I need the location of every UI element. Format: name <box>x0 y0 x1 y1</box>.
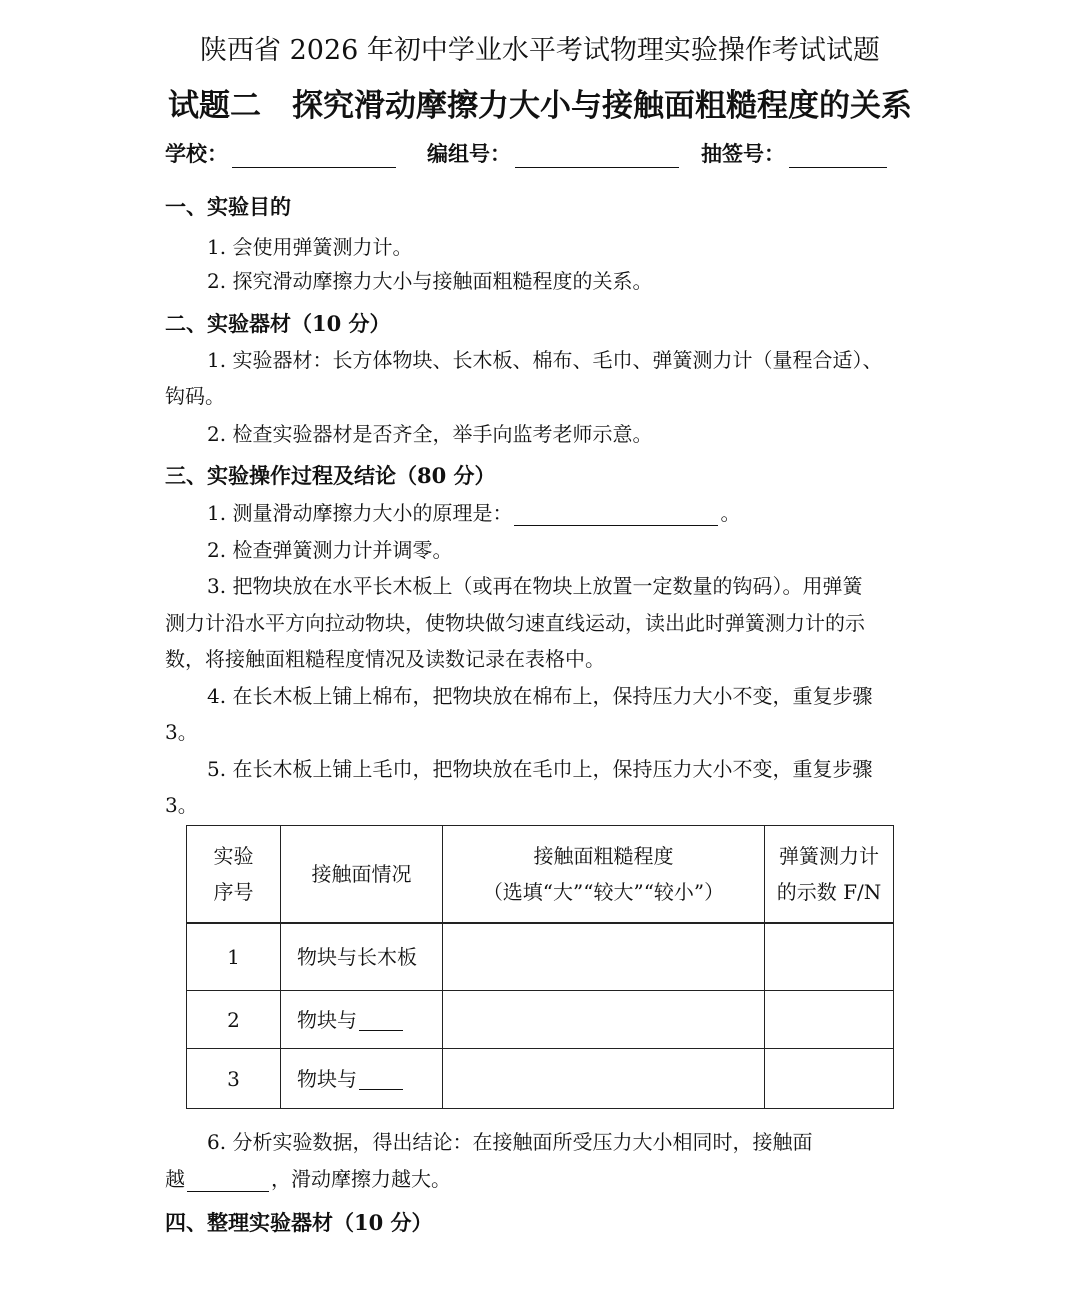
section3-item6-line2 <box>165 1163 451 1192</box>
lot-field <box>701 138 887 168</box>
section4-heading: 四、整理实验器材（10 分） <box>165 1210 433 1235</box>
section1-heading: 一、实验目的 <box>165 194 291 219</box>
section3-item3-line1: 3. 把物块放在水平长木板上（或再在物块上放置一定数量的钩码）。用弹簧 <box>207 574 863 598</box>
row1-roughness-cell[interactable] <box>443 924 764 990</box>
conclusion-blank[interactable] <box>187 1169 269 1192</box>
principle-blank[interactable] <box>514 503 718 526</box>
section3-item3-line3: 数，将接触面粗糙程度情况及读数记录在表格中。 <box>165 647 605 671</box>
row1-surface: 物块与长木板 <box>297 945 417 969</box>
row2-surface-blank[interactable] <box>359 1008 403 1031</box>
section3-item1-suffix: 。 <box>720 501 741 525</box>
header-roughness-line1: 接触面粗糙程度 <box>533 844 674 868</box>
group-label: 编组号： <box>427 141 511 166</box>
row1-no: 1 <box>227 945 240 969</box>
row2-roughness-cell[interactable] <box>443 991 764 1048</box>
header-reading <box>765 826 893 922</box>
header-reading-line2: 的示数 F/N <box>776 880 882 904</box>
row3-roughness-cell[interactable] <box>443 1049 764 1108</box>
section3-item5-line2: 3。 <box>165 793 198 817</box>
group-field <box>427 138 679 168</box>
row2-surface-label: 物块与 <box>297 1007 357 1032</box>
section2-heading: 二、实验器材（10 分） <box>165 311 391 336</box>
lot-label: 抽签号： <box>701 141 785 166</box>
row3-surface-blank[interactable] <box>359 1067 403 1090</box>
row3-surface <box>281 1049 442 1108</box>
row3-surface-label: 物块与 <box>297 1066 357 1091</box>
section3-item4-line1: 4. 在长木板上铺上棉布，把物块放在棉布上，保持压力大小不变，重复步骤 <box>207 684 873 708</box>
section3-item5-line1: 5. 在长木板上铺上毛巾，把物块放在毛巾上，保持压力大小不变，重复步骤 <box>207 757 873 781</box>
section1-item1: 1. 会使用弹簧测力计。 <box>207 235 413 259</box>
section2-item2: 2. 检查实验器材是否齐全，举手向监考老师示意。 <box>207 422 653 446</box>
row2-reading-cell[interactable] <box>765 991 893 1048</box>
data-table <box>186 825 894 1109</box>
section3-item6-prefix: 越 <box>165 1167 185 1191</box>
section1-item2: 2. 探究滑动摩擦力大小与接触面粗糙程度的关系。 <box>207 269 653 293</box>
section3-item1-prefix: 1. 测量滑动摩擦力大小的原理是： <box>207 501 513 525</box>
row2-no: 2 <box>227 1007 240 1032</box>
lot-blank[interactable] <box>789 143 887 168</box>
section3-item6-suffix: ，滑动摩擦力越大。 <box>271 1167 451 1191</box>
section2-item1-line2: 钩码。 <box>165 384 225 408</box>
header-reading-line1: 弹簧测力计 <box>779 844 879 868</box>
section3-item1 <box>207 497 740 526</box>
row3-reading-cell[interactable] <box>765 1049 893 1108</box>
header-serial-line1: 实验 <box>213 844 254 868</box>
school-field <box>165 138 396 168</box>
row2-surface <box>281 991 442 1048</box>
section3-item4-line2: 3。 <box>165 720 198 744</box>
school-label: 学校： <box>165 141 228 166</box>
exam-title: 陕西省 2026 年初中学业水平考试物理实验操作考试试题 <box>200 35 880 66</box>
section3-item3-line2: 测力计沿水平方向拉动物块，使物块做匀速直线运动，读出此时弹簧测力计的示 <box>165 611 865 635</box>
question-title: 试题二 探究滑动摩擦力大小与接触面粗糙程度的关系 <box>168 88 912 124</box>
header-surface: 接触面情况 <box>311 862 412 886</box>
section3-item2: 2. 检查弹簧测力计并调零。 <box>207 538 453 562</box>
row1-reading-cell[interactable] <box>765 924 893 990</box>
header-roughness-line2: （选填“大”“较大”“较小”） <box>482 880 725 904</box>
section3-item6-line1: 6. 分析实验数据，得出结论：在接触面所受压力大小相同时，接触面 <box>207 1130 813 1154</box>
table-border-right <box>893 825 894 1109</box>
section3-heading: 三、实验操作过程及结论（80 分） <box>165 463 496 488</box>
section2-item1-line1: 1. 实验器材：长方体物块、长木板、棉布、毛巾、弹簧测力计（量程合适）、 <box>207 348 883 372</box>
school-blank[interactable] <box>232 143 396 168</box>
header-serial <box>187 826 280 922</box>
group-blank[interactable] <box>515 143 679 168</box>
row3-no: 3 <box>227 1066 240 1091</box>
header-serial-line2: 序号 <box>213 880 254 904</box>
header-roughness <box>443 826 764 922</box>
table-border-bottom <box>186 1108 894 1109</box>
